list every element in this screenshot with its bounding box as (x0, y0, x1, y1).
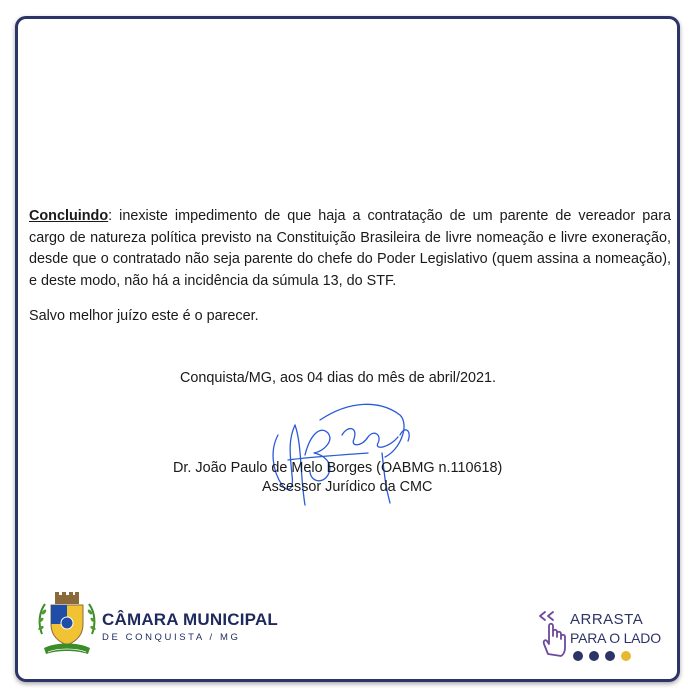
camara-logo (36, 590, 279, 662)
signer-role: Assessor Jurídico da CMC (262, 479, 433, 495)
swipe-hand-icon (536, 608, 568, 660)
page-dot (605, 651, 615, 661)
swipe-line1: ARRASTA (570, 611, 644, 628)
document-body (29, 206, 671, 328)
signer-name: Dr. João Paulo de Melo Borges (OABMG n.110618) (173, 460, 503, 476)
conclusion-paragraph (29, 206, 671, 292)
swipe-line2: PARA O LADO (570, 630, 661, 646)
page-dot-active (621, 651, 631, 661)
date-line: Conquista/MG, aos 04 dias do mês de abril/2021. (180, 370, 496, 386)
org-subtitle: DE CONQUISTA / MG (102, 632, 241, 643)
coat-of-arms-icon (36, 590, 98, 662)
page-frame (15, 16, 680, 682)
org-name: CÂMARA MUNICIPAL (102, 610, 279, 629)
closing-text: Salvo melhor juízo este é o parecer. (29, 308, 259, 324)
page-dot (573, 651, 583, 661)
page-dots (573, 651, 631, 661)
conclusion-label: Concluindo (29, 208, 109, 224)
page-dot (589, 651, 599, 661)
swipe-hint (536, 608, 676, 668)
conclusion-text: : inexiste impedimento de que haja a contratação de um parente de vereador para cargo de natureza política previsto na Constituição Brasileira de livre nomeação e livre exoneração, desde que o contratado não seja parente do chefe do Poder Legislativo (quem assina a nomeação), e deste modo, não há a incidência da súmula 13, do STF. (29, 208, 671, 289)
